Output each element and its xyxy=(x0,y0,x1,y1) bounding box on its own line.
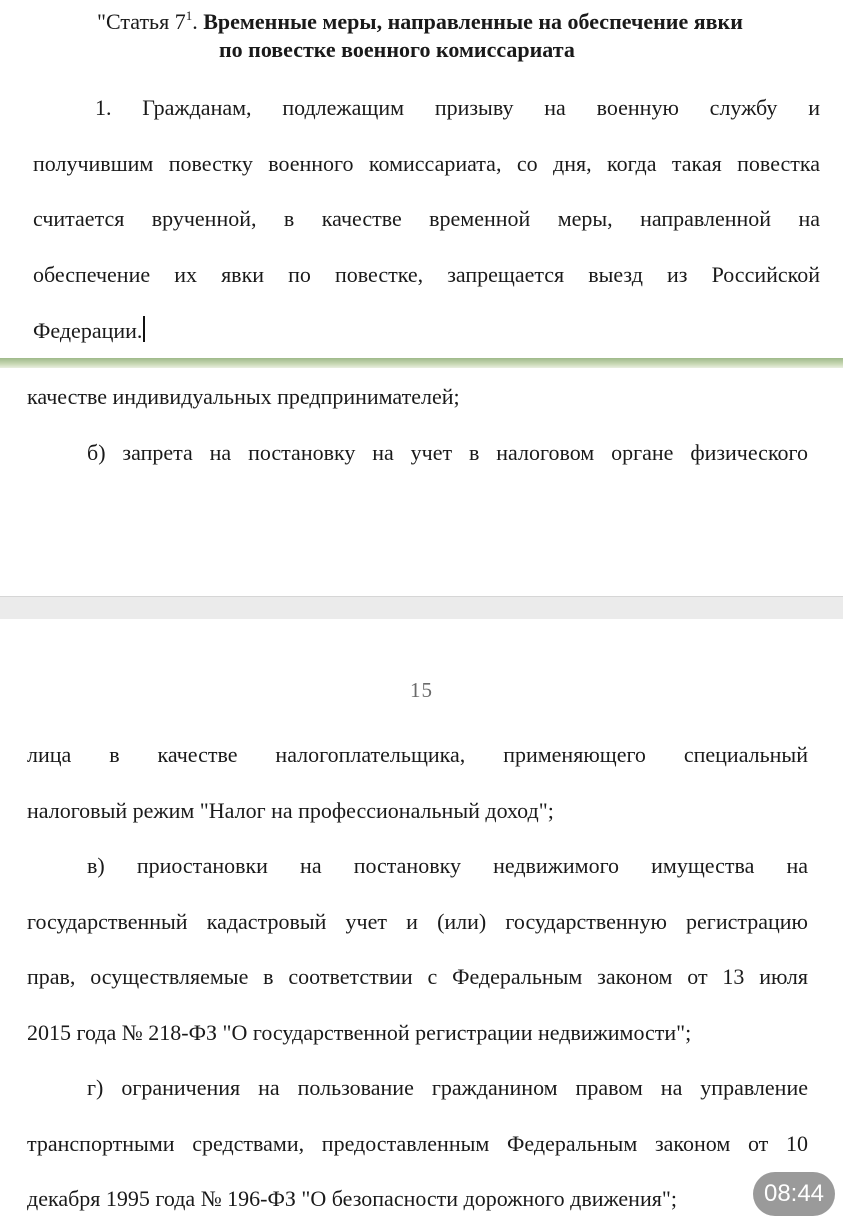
article-title-line-2: по повестке военного комиссариата xyxy=(219,37,575,62)
paragraph-line: государственный кадастровый учет и (или) государственную регистрацию xyxy=(27,909,808,934)
paragraph-line: 1. Гражданам, подлежащим призыву на военную службу и xyxy=(95,95,820,120)
paragraph-line-last[interactable]: Федерации. xyxy=(33,316,820,345)
paragraph-line: 2015 года № 218-ФЗ "О государственной регистрации недвижимости"; xyxy=(27,1020,692,1045)
screenshot-separator-strip xyxy=(0,358,843,368)
paragraph-line: качестве индивидуальных предпринимателей; xyxy=(27,384,460,409)
paragraph-line: считается врученной, в качестве временной меры, направленной на xyxy=(33,206,820,231)
paragraph-line: в) приостановки на постановку недвижимого имущества на xyxy=(87,853,808,878)
article-title-line-1: Временные меры, направленные на обеспечение явки xyxy=(203,9,743,34)
document-page-fragment-middle xyxy=(0,368,843,596)
paragraph-line: обеспечение их явки по повестке, запрещается выезд из Российской xyxy=(33,262,820,287)
page-break-gap xyxy=(0,596,843,620)
page-number: 15 xyxy=(410,678,433,702)
text-cursor xyxy=(143,316,145,342)
document-page-fragment-top xyxy=(0,0,843,360)
paragraph-line: налоговый режим "Налог на профессиональный доход"; xyxy=(27,798,554,823)
paragraph-line: прав, осуществляемые в соответствии с Федеральным законом от 13 июля xyxy=(27,964,808,989)
article-number: "Статья $7^1$. xyxy=(97,8,198,34)
paragraph-line: транспортными средствами, предоставленным Федеральным законом от 10 xyxy=(27,1131,808,1156)
article-heading xyxy=(97,8,832,64)
paragraph-line: лица в качестве налогоплательщика, применяющего специальный xyxy=(27,742,808,767)
paragraph-line: декабря 1995 года № 196-ФЗ "О безопасности дорожного движения"; xyxy=(27,1186,677,1211)
article-superscript: 1 xyxy=(185,8,193,23)
paragraph-line: получившим повестку военного комиссариата, со дня, когда такая повестка xyxy=(33,151,820,176)
paragraph-line: б) запрета на постановку на учет в налоговом органе физического xyxy=(87,440,808,465)
message-timestamp-badge: 08:44 xyxy=(753,1172,835,1216)
paragraph-line: г) ограничения на пользование гражданином правом на управление xyxy=(87,1075,808,1100)
